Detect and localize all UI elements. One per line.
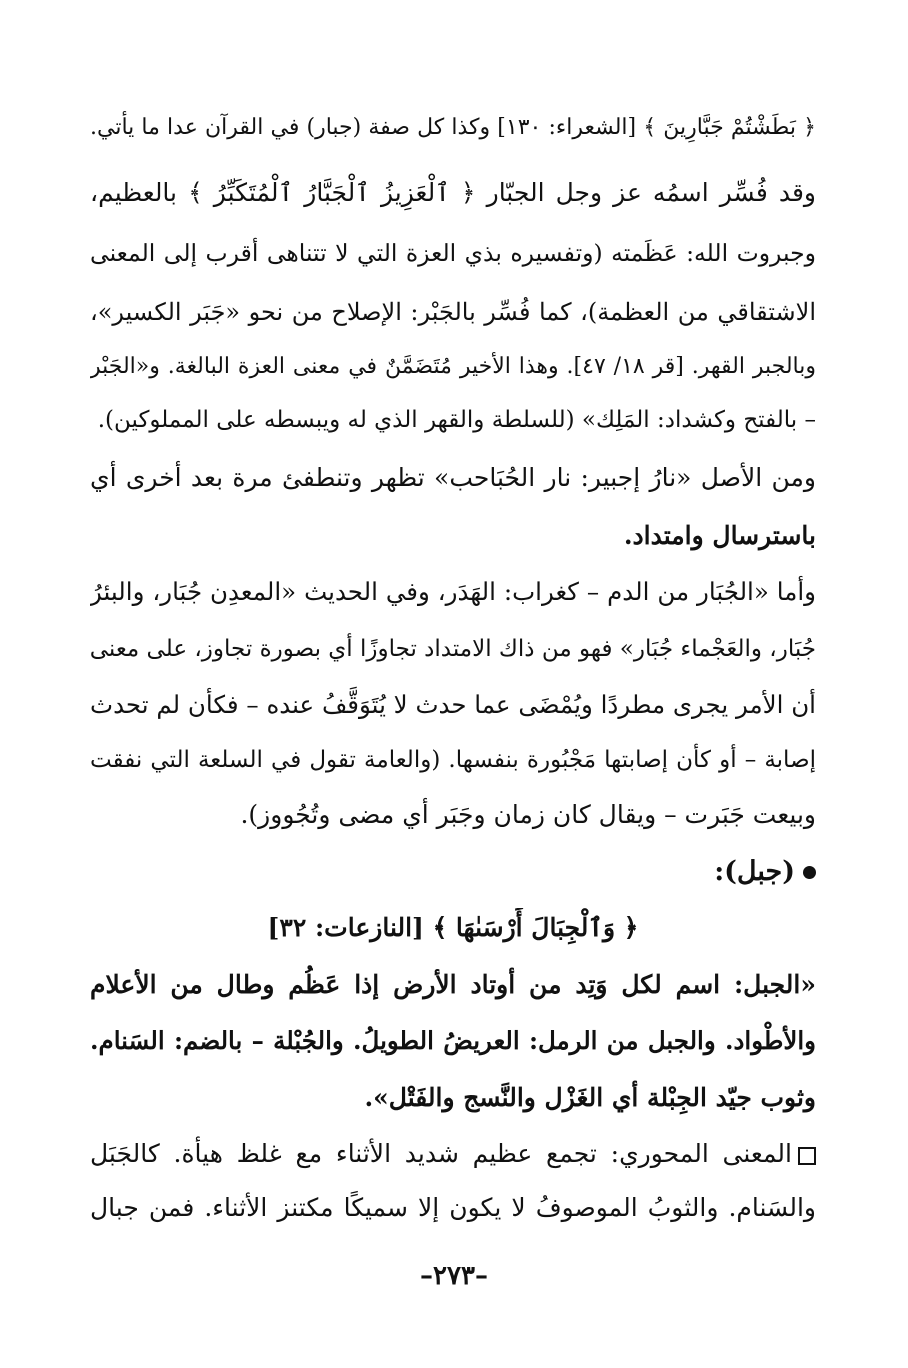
text-line: وبالجبر القهر. [قر ١٨/ ٤٧]. وهذا الأخير مُتَضَمَّنٌ في معنى العزة البالغة. و«الجَبْر [90,354,816,379]
text-line: وثوب جيّد الجِبْلة أي الغَزْل والنَّسج والفَتْل». [364,1083,816,1112]
text-line: ومن الأصل «نارُ إجبير: نار الحُبَاحب» تظهر وتنطفئ مرة بعد أخرى أي [90,463,816,492]
text-line: – بالفتح وكشداد: المَلِك» (للسلطة والقهر الذي له ويبسطه على المملوكين). [97,407,816,433]
text-line: وبيعت جَبَرت – ويقال كان زمان وجَبَر أي مضى وتُجُووز). [240,800,816,829]
page-number: –٢٧٣– [420,1261,488,1291]
text-line: «الجبل: اسم لكل وَتِد من أوتاد الأرض إذا عَظُم وطال من الأعلام [90,970,816,999]
section-heading-text: (جبل): [714,856,795,887]
text-line: إصابة – أو كأن إصابتها مَجْبُورة بنفسها. (والعامة تقول في السلعة التي نفقت [90,747,816,773]
bullet-icon [803,866,816,879]
paragraph-text: المعنى المحوري: تجمع عظيم شديد الأثناء مع غلظ هيأة. كالجَبَل [90,1139,792,1168]
text-line: وجبروت الله: عَظَمته (وتفسيره بذي العزة التي لا تتناهى أقرب إلى المعنى [90,239,816,267]
text-line: والأطْواد. والجبل من الرمل: العريضُ الطويلُ. والجُبْلة – بالضم: السَنام. [90,1026,816,1055]
section-heading [714,852,816,892]
text-line: ﴿ بَطَشْتُمْ جَبَّارِينَ ﴾ [الشعراء: ١٣٠] وكذا كل صفة (جبار) في القرآن عدا ما يأتي. [90,115,816,140]
text-line: أن الأمر يجرى مطردًا ويُمْضَى عما حدث لا يُتَوَقَّفُ عنده – فكأن لم تحدث [90,690,816,719]
text-line: جُبَار، والعَجْماء جُبَار» فهو من ذاك الامتداد تجاوزًا أي بصورة تجاوز، على معنى [90,636,816,662]
text-line: والسَنام. والثوبُ الموصوفُ لا يكون إلا سميكًا مكتنز الأثناء. فمن جبال [90,1193,816,1222]
square-marker-icon [798,1147,816,1165]
text-line: الاشتقاقي من العظمة)، كما فُسِّر بالجَبْر: الإصلاح من نحو «جَبَر الكسير»، [90,298,816,326]
text-line: باسترسال وامتداد. [623,521,816,550]
verse-citation: ﴿ وَٱلْجِبَالَ أَرْسَىٰهَا ﴾ [النازعات: ٣٢] [267,913,639,942]
text-line: وأما «الجُبَار من الدم – كغراب: الهَدَر، وفي الحديث «المعدِن جُبَار، والبئرُ [90,577,816,606]
text-line: وقد فُسِّر اسمُه عز وجل الجبّار ﴿ ٱلْعَزِيزُ ٱلْجَبَّارُ ٱلْمُتَكَبِّرُ ﴾ بالعظيم، [90,178,816,207]
text-line [90,1134,816,1174]
